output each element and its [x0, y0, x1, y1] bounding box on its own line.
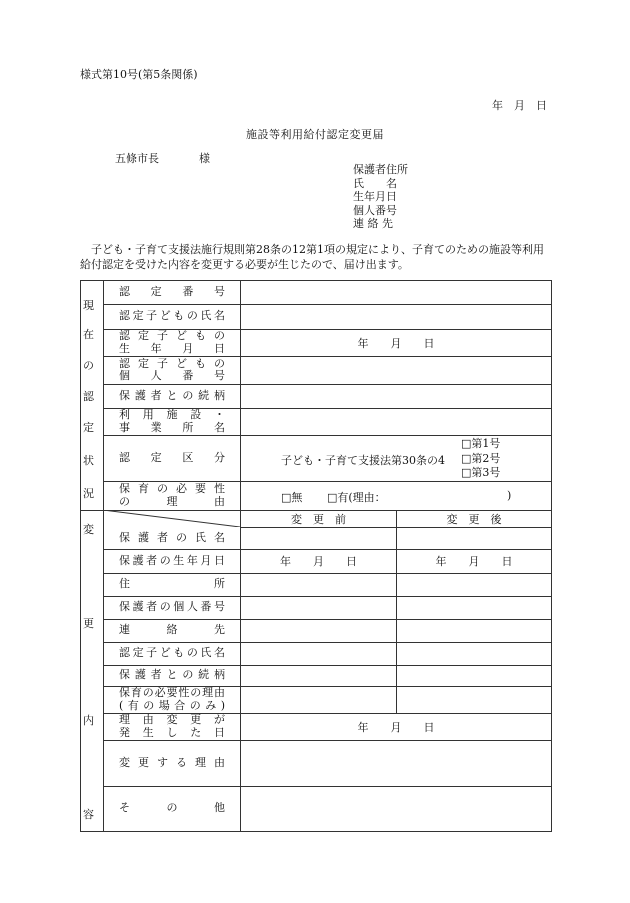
row-label-child-name: 認定子どもの氏名	[119, 309, 225, 323]
guardian-birthdate-before[interactable]: 年 月 日	[280, 555, 357, 568]
guardian-birthdate-after[interactable]: 年 月 日	[435, 555, 513, 568]
table-border-right	[551, 280, 552, 832]
row-label-facility-name: 利用施設・ 事 業 所 名	[119, 408, 225, 434]
need-reason-none-checkbox[interactable]: □無	[281, 491, 303, 504]
row-label-certification-category: 認 定 区 分	[119, 450, 225, 464]
row-label-address: 住 所	[119, 577, 225, 591]
row-label-child-id-number: 認定子どもの 個 人 番 号	[119, 356, 225, 382]
table-divider-side	[103, 280, 104, 832]
side-label-char: 在	[83, 328, 94, 341]
row-label-childcare-need-reason: 保育の必要性 の 理 由	[119, 482, 225, 508]
header-diagonal	[103, 510, 240, 527]
side-label-char: 定	[83, 421, 94, 434]
row-label-certification-number: 認 定 番 号	[119, 284, 225, 298]
certification-category-text: 子ども・子育て支援法第30条の4	[281, 454, 445, 467]
category-option-3[interactable]: □第3号	[461, 466, 501, 479]
row-label-guardian-id-number: 保護者の個人番号	[119, 600, 225, 614]
applicant-contact-label: 連 絡 先	[353, 217, 393, 231]
side-label-char: 内	[83, 714, 94, 727]
applicant-address-label: 保護者住所	[353, 163, 408, 176]
table-border-bottom	[80, 831, 552, 832]
submission-date: 年 月 日	[492, 99, 547, 112]
addressee-honorific: 様	[199, 152, 210, 165]
row-label-other: そ の 他	[119, 801, 225, 815]
side-label-char: 現	[83, 299, 94, 312]
side-label-char: 更	[83, 617, 94, 630]
need-reason-yes-checkbox[interactable]: □有(理由：	[327, 491, 386, 504]
header-after: 変 更 後	[446, 512, 502, 526]
applicant-block	[353, 163, 408, 231]
side-label-char: 況	[83, 487, 94, 500]
row-label-guardian-birthdate: 保護者の生年月日	[119, 553, 225, 567]
document-title: 施設等利用給付認定変更届	[246, 128, 384, 141]
row-label-child-name-change: 認定子どもの氏名	[119, 646, 225, 660]
side-label-char: 状	[83, 454, 94, 467]
row-label-change-date: 理由変更が 発生した日	[119, 713, 225, 739]
applicant-name-label: 氏 名	[353, 176, 397, 190]
row-label-guardian-name: 保護者の氏名	[119, 530, 225, 544]
need-reason-close-paren: )	[507, 489, 512, 502]
table-divider-before-after	[396, 510, 397, 713]
row-label-relationship: 保護者との続柄	[119, 388, 225, 402]
side-label-char: 容	[83, 808, 94, 821]
header-before: 変 更 前	[291, 512, 346, 526]
certification-category-options	[461, 437, 500, 481]
form-number: 様式第10号(第5条関係)	[80, 68, 198, 81]
change-date-value[interactable]: 年 月 日	[357, 720, 435, 734]
addressee	[115, 150, 210, 166]
row-label-change-reason: 変更する理由	[119, 755, 225, 769]
row-label-contact: 連 絡 先	[119, 623, 225, 637]
row-label-relationship-change: 保護者との続柄	[119, 668, 225, 682]
addressee-name: 五條市長	[115, 152, 159, 165]
applicant-birthdate-label: 生年月日	[353, 190, 397, 204]
applicant-id-number-label: 個人番号	[353, 203, 397, 217]
side-label-char: 変	[83, 523, 94, 536]
category-option-2[interactable]: □第2号	[461, 451, 501, 465]
side-label-char: 認	[83, 390, 94, 403]
intro-text: 子ども・子育て支援法施行規則第28条の12第1項の規定により、子育てのための施設等利用給付認定を受けた内容を変更する必要が生じたので、届け出ます。	[80, 243, 544, 271]
category-option-1[interactable]: □第1号	[461, 437, 501, 450]
side-label-char: の	[83, 359, 94, 372]
child-birthdate-value[interactable]: 年 月 日	[357, 336, 435, 350]
row-label-child-birthdate: 認定子どもの 生 年 月 日	[119, 329, 225, 355]
row-label-need-reason-change: 保育の必要性の理由 (有の場合のみ)	[119, 686, 225, 712]
header-line	[240, 527, 552, 528]
